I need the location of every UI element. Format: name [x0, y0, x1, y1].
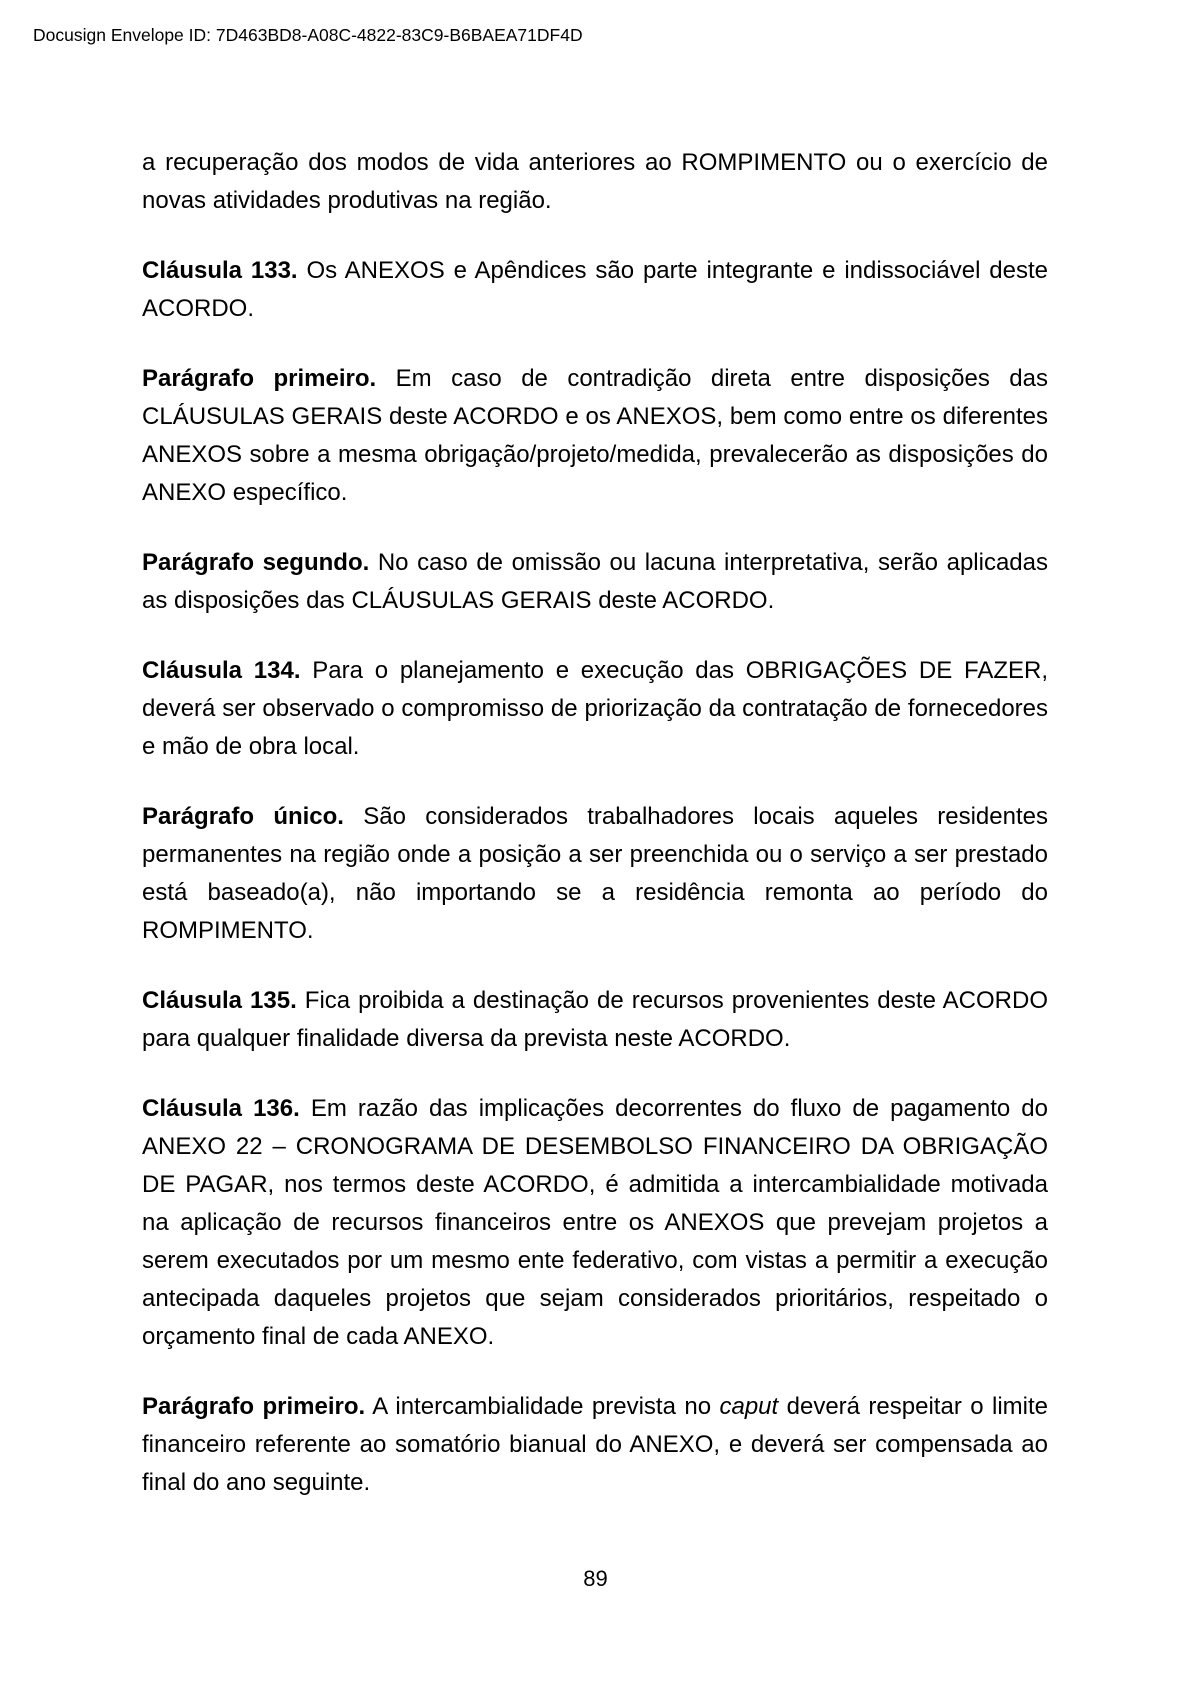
paragraph-segment-regular: deverá respeitar o limite financeiro referente ao somatório bianual do ANEXO, e deverá ser compensada ao final do ano seguinte. [142, 1393, 1049, 1496]
paragraph-segment-regular: Em razão das implicações decorrentes do fluxo de pagamento do ANEXO 22 – CRONOGRAMA DE DESEMBOLSO FINANCEIRO DA OBRIGAÇÃO DE PAGAR, nos termos deste ACORDO, é admitida a intercambialidade motivada na aplicação de recursos financeiros entre os ANEXOS que prevejam projetos a serem executados por um mesmo ente federativo, com vistas a permitir a execução antecipada daqueles projetos que sejam considerados prioritários, respeitado o orçamento final de cada ANEXO. [142, 1095, 1048, 1350]
paragraph-segment-regular: Em caso de contradição direta entre disposições das CLÁUSULAS GERAIS deste ACORDO e os ANEXOS, bem como entre os diferentes ANEXOS sobre a mesma obrigação/projeto/medida, prevalecerão as disposições do ANEXO específico. [142, 365, 1049, 506]
page-number: 89 [583, 1566, 608, 1591]
paragraph-segment-regular: a recuperação dos modos de vida anteriores ao ROMPIMENTO ou o exercício de novas atividades produtivas na região. [142, 149, 1048, 214]
paragraph [142, 1388, 1048, 1502]
paragraph [142, 982, 1048, 1058]
paragraph [142, 652, 1048, 766]
paragraph-segment-regular: São considerados trabalhadores locais aqueles residentes permanentes na região onde a posição a ser preenchida ou o serviço a ser prestado está baseado(a), não importando se a residência remonta ao período do ROMPIMENTO. [142, 803, 1048, 944]
paragraph [142, 544, 1048, 620]
docusign-envelope-id: Docusign Envelope ID: 7D463BD8-A08C-4822-83C9-B6BAEA71DF4D [33, 25, 583, 45]
paragraph-segment-bold: Cláusula 133. [142, 257, 298, 284]
paragraph-segment-regular: A intercambialidade prevista no [365, 1393, 720, 1420]
paragraph-segment-bold: Cláusula 134. [142, 657, 301, 684]
paragraph-segment-bold: Cláusula 135. [142, 987, 297, 1014]
paragraph [142, 1090, 1048, 1356]
document-body [142, 144, 1048, 1534]
paragraph [142, 798, 1048, 950]
paragraph-segment-regular: Para o planejamento e execução das OBRIGAÇÕES DE FAZER, deverá ser observado o compromisso de priorização da contratação de fornecedores e mão de obra local. [142, 657, 1048, 760]
paragraph-segment-regular: Fica proibida a destinação de recursos provenientes deste ACORDO para qualquer finalidade diversa da prevista neste ACORDO. [142, 987, 1048, 1052]
paragraph-segment-bold: Parágrafo primeiro. [142, 365, 377, 392]
paragraph-segment-regular: Os ANEXOS e Apêndices são parte integrante e indissociável deste ACORDO. [142, 257, 1048, 322]
paragraph-segment-italic: caput [719, 1393, 779, 1420]
paragraph-segment-regular: No caso de omissão ou lacuna interpretativa, serão aplicadas as disposições das CLÁUSULAS GERAIS deste ACORDO. [142, 549, 1048, 614]
paragraph-segment-bold: Parágrafo primeiro. [142, 1393, 366, 1420]
paragraph-segment-bold: Parágrafo único. [142, 803, 344, 830]
paragraph-segment-bold: Parágrafo segundo. [142, 549, 370, 576]
paragraph [142, 144, 1048, 220]
paragraph [142, 360, 1048, 512]
paragraph-segment-bold: Cláusula 136. [142, 1095, 300, 1122]
paragraph [142, 252, 1048, 328]
